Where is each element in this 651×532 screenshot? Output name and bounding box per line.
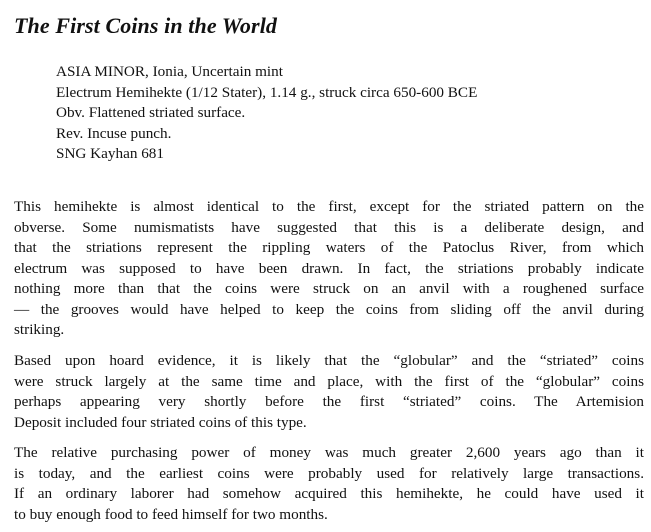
paragraph-line: The relative purchasing power of money was much greater 2,600 years ago than it <box>14 444 644 461</box>
catalog-denomination-weight-date: Electrum Hemihekte (1/12 Stater), 1.14 g., struck circa 650-600 BCE <box>56 83 478 101</box>
paragraph-line: were struck largely at the same time and place, with the first of the “globular” coins <box>14 372 644 390</box>
paragraph-line: striking. <box>14 321 65 338</box>
paragraph-line: Deposit included four striated coins of this type. <box>14 413 307 431</box>
paragraph-line: nothing more than that the coins were struck on an anvil with a roughened surface <box>14 280 644 297</box>
paragraph-line: that the striations represent the rippling waters of the Patoclus River, from which <box>14 239 644 256</box>
paragraph-line: to buy enough food to feed himself for two months. <box>14 505 328 523</box>
paragraph-description <box>14 197 644 341</box>
page-title: The First Coins in the World <box>14 13 278 38</box>
paragraph-line: Based upon hoard evidence, it is likely that the “globular” and the “striated” coins <box>14 352 644 369</box>
paragraph-line: This hemihekte is almost identical to the first, except for the striated pattern on the <box>14 198 644 215</box>
paragraph-line: is today, and the earliest coins were probably used for relatively large transactions. <box>14 464 644 482</box>
catalog-region-mint: ASIA MINOR, Ionia, Uncertain mint <box>56 63 283 80</box>
catalog-obverse: Obv. Flattened striated surface. <box>56 104 246 121</box>
paragraph-line: — the grooves would have helped to keep the coins from sliding off the anvil during <box>14 300 644 318</box>
coin-catalog-entry <box>56 62 477 165</box>
paragraph-purchasing-power <box>14 443 644 525</box>
catalog-reference: SNG Kayhan 681 <box>56 145 164 162</box>
catalog-reverse: Rev. Incuse punch. <box>56 124 172 142</box>
paragraph-hoard-evidence <box>14 351 644 433</box>
paragraph-line: electrum was supposed to have been drawn. In fact, the striations probably indicate <box>14 259 644 277</box>
paragraph-line: perhaps appearing very shortly before the first “striated” coins. The Artemision <box>14 393 644 410</box>
paragraph-line: obverse. Some numismatists have suggested that this is a deliberate design, and <box>14 218 644 236</box>
paragraph-line: If an ordinary laborer had somehow acquired this hemihekte, he could have used it <box>14 485 644 502</box>
